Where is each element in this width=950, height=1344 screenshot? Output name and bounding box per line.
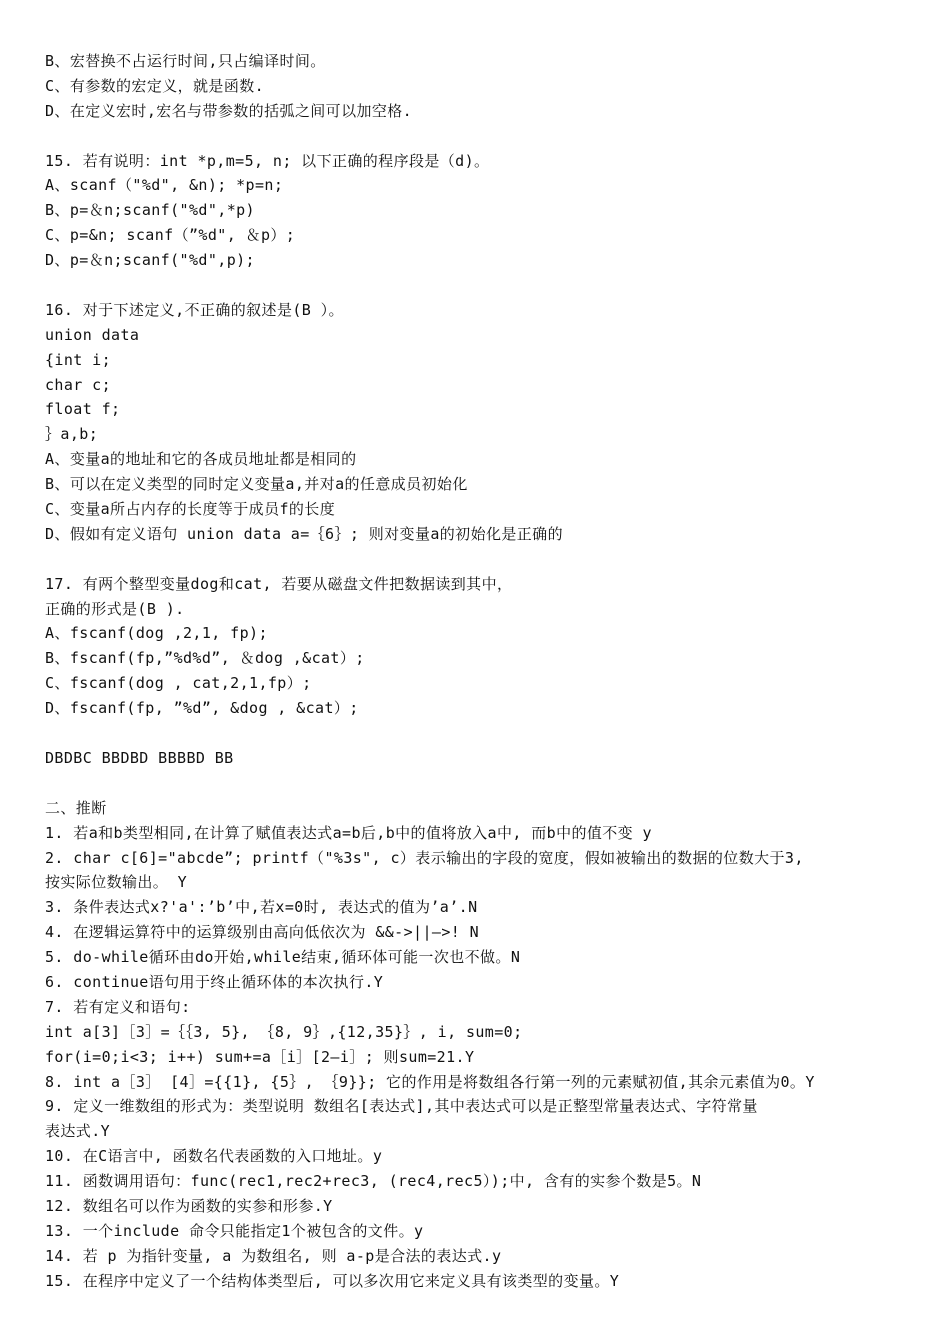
text-line: 14. 若 p 为指针变量, a 为数组名, 则 a-p是合法的表达式.y (45, 1246, 502, 1265)
blank-line (45, 273, 915, 298)
text-line: float f; (45, 400, 121, 419)
text-line: A、scanf（"%d", &n); *p=n; (45, 176, 284, 195)
blank-line (45, 721, 915, 746)
text-line: D、在定义宏时,宏名与带参数的括弧之间可以加空格. (45, 101, 413, 120)
text-line: C、fscanf(dog , cat,2,1,fp）; (45, 674, 312, 693)
text-line: 4. 在逻辑运算符中的运算级别由高向低依次为 &&->||—>! N (45, 923, 480, 942)
blank-line (45, 771, 915, 796)
text-line: 8. int a［3］ [4］={{1}, {5｝, ｛9}}; 它的作用是将数组各行第一列的元素赋初值,其余元素值为0。Y (45, 1072, 815, 1091)
text-line: 17. 有两个整型变量dog和cat, 若要从磁盘文件把数据读到其中， (45, 574, 513, 593)
text-line: A、fscanf(dog ,2,1, fp); (45, 624, 268, 643)
text-line: union data (45, 325, 140, 344)
text-line: D、假如有定义语句 union data a=｛6｝; 则对变量a的初始化是正确的 (45, 524, 563, 543)
text-line: DBDBC BBDBD BBBBD BB (45, 748, 234, 767)
text-line: 正确的形式是(B ). (45, 599, 185, 618)
text-line: B、宏替换不占运行时间,只占编译时间。 (45, 52, 326, 70)
text-line: 10. 在C语言中, 函数名代表函数的入口地址。y (45, 1147, 383, 1166)
text-line: B、fscanf(fp,”%d%d”, ＆dog ,&cat）; (45, 649, 365, 668)
text-line: B、可以在定义类型的同时定义变量a,并对a的任意成员初始化 (45, 475, 468, 494)
text-line: D、p=＆n;scanf("%d",p); (45, 251, 255, 270)
text-line: 15. 若有说明：int *p,m=5, n; 以下正确的程序段是（d)。 (45, 151, 490, 170)
text-line: 9. 定义一维数组的形式为：类型说明 数组名[表达式],其中表达式可以是正整型常量表达式、字符常量 (45, 1097, 758, 1116)
text-line: 2. char c[6]="abcde”; printf（"%3s", c）表示输出的字段的宽度，假如被输出的数据的位数大于3, (45, 848, 804, 867)
text-line: A、变量a的地址和它的各成员地址都是相同的 (45, 450, 357, 469)
text-line: C、变量a所占内存的长度等于成员f的长度 (45, 500, 336, 519)
text-line: 12. 数组名可以作为函数的实参和形参.Y (45, 1196, 333, 1215)
text-line: B、p=＆n;scanf("%d",*p) (45, 201, 255, 220)
text-line: 11. 函数调用语句：func(rec1,rec2+rec3, (rec4,rec5）);中, 含有的实参个数是5。N (45, 1172, 702, 1191)
document-body (45, 49, 915, 1294)
text-line: 3. 条件表达式x?'a':’b’中,若x=0时, 表达式的值为’a’.N (45, 898, 478, 917)
text-line: 5. do-while循环由do开始,while结束,循环体可能一次也不做。N (45, 948, 521, 967)
text-line: D、fscanf(fp, ”%d”, &dog , &cat）; (45, 699, 359, 718)
text-line: 按实际位数输出。 Y (45, 873, 188, 892)
text-line: 7. 若有定义和语句: (45, 997, 191, 1016)
text-line: int a[3]［3］=｛｛3, 5}, ｛8, 9｝,{12,35}｝, i, sum=0; (45, 1022, 523, 1041)
text-line: 1. 若a和b类型相同,在计算了赋值表达式a=b后,b中的值将放入a中, 而b中的值不变 y (45, 823, 652, 842)
text-line: char c; (45, 375, 112, 394)
blank-line (45, 124, 915, 149)
text-line: 表达式.Y (45, 1122, 111, 1141)
text-line: 6. continue语句用于终止循环体的本次执行.Y (45, 972, 384, 991)
text-line: ｝a,b; (45, 425, 99, 444)
text-line: 16. 对于下述定义,不正确的叙述是(B ）。 (45, 300, 344, 319)
blank-line (45, 547, 915, 572)
text-line: 二、推断 (45, 798, 107, 817)
text-line: {int i; (45, 350, 112, 369)
text-line: C、p=&n; scanf（”%d", ＆p）; (45, 226, 296, 245)
text-line: 15. 在程序中定义了一个结构体类型后, 可以多次用它来定义具有该类型的变量。Y (45, 1271, 620, 1290)
text-line: 13. 一个include 命令只能指定1个被包含的文件。y (45, 1221, 424, 1240)
text-line: C、有参数的宏定义，就是函数. (45, 76, 265, 95)
text-line: for(i=0;i<3; i++) sum+=a［i］[2—i］; 则sum=21.Y (45, 1047, 475, 1066)
